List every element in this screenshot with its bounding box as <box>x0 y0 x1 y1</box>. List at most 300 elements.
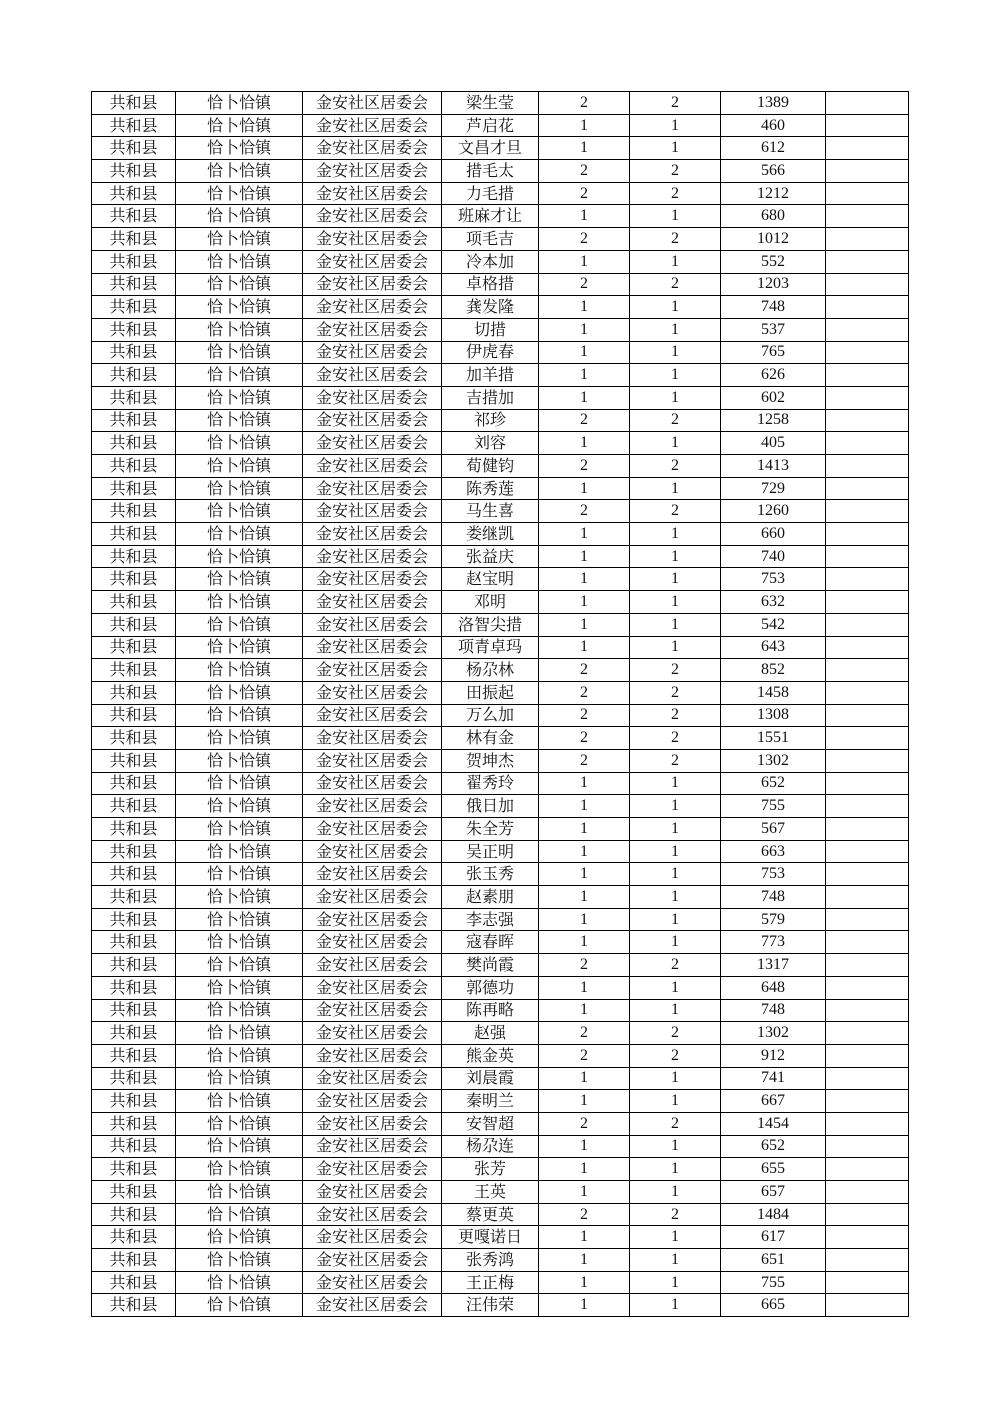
community-cell: 金安社区居委会 <box>303 886 442 909</box>
table-row <box>92 908 909 931</box>
table-row <box>92 455 909 478</box>
town-cell: 恰卜恰镇 <box>176 1249 303 1272</box>
remark-cell <box>826 659 909 682</box>
county-cell: 共和县 <box>92 931 176 954</box>
count-a-cell: 1 <box>539 364 630 387</box>
count-b-cell: 1 <box>630 976 721 999</box>
count-b-cell: 1 <box>630 114 721 137</box>
town-cell: 恰卜恰镇 <box>176 523 303 546</box>
community-cell: 金安社区居委会 <box>303 182 442 205</box>
table-row <box>92 1226 909 1249</box>
town-cell: 恰卜恰镇 <box>176 1294 303 1317</box>
county-cell: 共和县 <box>92 228 176 251</box>
remark-cell <box>826 228 909 251</box>
amount-cell: 660 <box>721 523 826 546</box>
town-cell: 恰卜恰镇 <box>176 931 303 954</box>
count-b-cell: 2 <box>630 954 721 977</box>
remark-cell <box>826 976 909 999</box>
remark-cell <box>826 432 909 455</box>
community-cell: 金安社区居委会 <box>303 455 442 478</box>
county-cell: 共和县 <box>92 1203 176 1226</box>
remark-cell <box>826 1044 909 1067</box>
town-cell: 恰卜恰镇 <box>176 137 303 160</box>
table-row <box>92 182 909 205</box>
amount-cell: 1212 <box>721 182 826 205</box>
amount-cell: 655 <box>721 1158 826 1181</box>
name-cell: 项青卓玛 <box>442 636 539 659</box>
count-a-cell: 1 <box>539 1249 630 1272</box>
community-cell: 金安社区居委会 <box>303 386 442 409</box>
amount-cell: 460 <box>721 114 826 137</box>
table-row <box>92 1203 909 1226</box>
town-cell: 恰卜恰镇 <box>176 477 303 500</box>
table-row <box>92 318 909 341</box>
community-cell: 金安社区居委会 <box>303 341 442 364</box>
community-cell: 金安社区居委会 <box>303 1294 442 1317</box>
name-cell: 赵素朋 <box>442 886 539 909</box>
town-cell: 恰卜恰镇 <box>176 273 303 296</box>
county-cell: 共和县 <box>92 908 176 931</box>
town-cell: 恰卜恰镇 <box>176 1158 303 1181</box>
name-cell: 力毛措 <box>442 182 539 205</box>
remark-cell <box>826 318 909 341</box>
count-b-cell: 1 <box>630 341 721 364</box>
community-cell: 金安社区居委会 <box>303 749 442 772</box>
remark-cell <box>826 863 909 886</box>
count-b-cell: 1 <box>630 908 721 931</box>
amount-cell: 665 <box>721 1294 826 1317</box>
county-cell: 共和县 <box>92 1158 176 1181</box>
community-cell: 金安社区居委会 <box>303 523 442 546</box>
count-b-cell: 2 <box>630 409 721 432</box>
town-cell: 恰卜恰镇 <box>176 908 303 931</box>
table-row <box>92 1067 909 1090</box>
remark-cell <box>826 296 909 319</box>
town-cell: 恰卜恰镇 <box>176 681 303 704</box>
community-cell: 金安社区居委会 <box>303 931 442 954</box>
count-a-cell: 2 <box>539 1203 630 1226</box>
table-row <box>92 591 909 614</box>
remark-cell <box>826 568 909 591</box>
amount-cell: 648 <box>721 976 826 999</box>
count-b-cell: 1 <box>630 1158 721 1181</box>
name-cell: 贺坤杰 <box>442 749 539 772</box>
county-cell: 共和县 <box>92 500 176 523</box>
amount-cell: 912 <box>721 1044 826 1067</box>
count-b-cell: 1 <box>630 999 721 1022</box>
county-cell: 共和县 <box>92 1090 176 1113</box>
table-row <box>92 545 909 568</box>
count-a-cell: 2 <box>539 749 630 772</box>
remark-cell <box>826 931 909 954</box>
community-cell: 金安社区居委会 <box>303 613 442 636</box>
remark-cell <box>826 545 909 568</box>
town-cell: 恰卜恰镇 <box>176 772 303 795</box>
remark-cell <box>826 1294 909 1317</box>
count-b-cell: 1 <box>630 818 721 841</box>
name-cell: 祁珍 <box>442 409 539 432</box>
amount-cell: 755 <box>721 795 826 818</box>
table-row <box>92 568 909 591</box>
amount-cell: 537 <box>721 318 826 341</box>
town-cell: 恰卜恰镇 <box>176 1271 303 1294</box>
count-a-cell: 1 <box>539 613 630 636</box>
count-b-cell: 1 <box>630 886 721 909</box>
amount-cell: 748 <box>721 296 826 319</box>
count-a-cell: 1 <box>539 999 630 1022</box>
table-row <box>92 749 909 772</box>
community-cell: 金安社区居委会 <box>303 976 442 999</box>
name-cell: 陈再略 <box>442 999 539 1022</box>
name-cell: 王正梅 <box>442 1271 539 1294</box>
count-a-cell: 1 <box>539 636 630 659</box>
count-b-cell: 2 <box>630 92 721 115</box>
count-a-cell: 1 <box>539 772 630 795</box>
town-cell: 恰卜恰镇 <box>176 976 303 999</box>
count-b-cell: 2 <box>630 659 721 682</box>
remark-cell <box>826 886 909 909</box>
town-cell: 恰卜恰镇 <box>176 1022 303 1045</box>
table-row <box>92 1294 909 1317</box>
count-b-cell: 1 <box>630 840 721 863</box>
name-cell: 万么加 <box>442 704 539 727</box>
count-b-cell: 1 <box>630 296 721 319</box>
table-row <box>92 681 909 704</box>
name-cell: 刘容 <box>442 432 539 455</box>
table-row <box>92 1090 909 1113</box>
county-cell: 共和县 <box>92 182 176 205</box>
amount-cell: 1551 <box>721 727 826 750</box>
count-a-cell: 1 <box>539 863 630 886</box>
count-a-cell: 2 <box>539 727 630 750</box>
community-cell: 金安社区居委会 <box>303 296 442 319</box>
amount-cell: 755 <box>721 1271 826 1294</box>
count-a-cell: 1 <box>539 114 630 137</box>
county-cell: 共和县 <box>92 613 176 636</box>
name-cell: 陈秀莲 <box>442 477 539 500</box>
name-cell: 汪伟荣 <box>442 1294 539 1317</box>
community-cell: 金安社区居委会 <box>303 704 442 727</box>
remark-cell <box>826 908 909 931</box>
community-cell: 金安社区居委会 <box>303 727 442 750</box>
name-cell: 李志强 <box>442 908 539 931</box>
town-cell: 恰卜恰镇 <box>176 636 303 659</box>
county-cell: 共和县 <box>92 954 176 977</box>
community-cell: 金安社区居委会 <box>303 160 442 183</box>
town-cell: 恰卜恰镇 <box>176 659 303 682</box>
count-a-cell: 1 <box>539 1226 630 1249</box>
county-cell: 共和县 <box>92 114 176 137</box>
amount-cell: 1317 <box>721 954 826 977</box>
remark-cell <box>826 1226 909 1249</box>
county-cell: 共和县 <box>92 749 176 772</box>
table-row <box>92 114 909 137</box>
town-cell: 恰卜恰镇 <box>176 182 303 205</box>
town-cell: 恰卜恰镇 <box>176 795 303 818</box>
community-cell: 金安社区居委会 <box>303 795 442 818</box>
community-cell: 金安社区居委会 <box>303 1271 442 1294</box>
count-a-cell: 2 <box>539 704 630 727</box>
county-cell: 共和县 <box>92 1226 176 1249</box>
amount-cell: 748 <box>721 999 826 1022</box>
name-cell: 项毛吉 <box>442 228 539 251</box>
count-a-cell: 1 <box>539 976 630 999</box>
count-b-cell: 1 <box>630 1226 721 1249</box>
count-a-cell: 1 <box>539 931 630 954</box>
count-a-cell: 1 <box>539 477 630 500</box>
community-cell: 金安社区居委会 <box>303 568 442 591</box>
town-cell: 恰卜恰镇 <box>176 591 303 614</box>
community-cell: 金安社区居委会 <box>303 954 442 977</box>
amount-cell: 729 <box>721 477 826 500</box>
name-cell: 蔡更英 <box>442 1203 539 1226</box>
community-cell: 金安社区居委会 <box>303 1135 442 1158</box>
community-cell: 金安社区居委会 <box>303 1203 442 1226</box>
table-row <box>92 818 909 841</box>
county-cell: 共和县 <box>92 545 176 568</box>
count-a-cell: 1 <box>539 386 630 409</box>
remark-cell <box>826 182 909 205</box>
town-cell: 恰卜恰镇 <box>176 727 303 750</box>
table-row <box>92 954 909 977</box>
community-cell: 金安社区居委会 <box>303 500 442 523</box>
town-cell: 恰卜恰镇 <box>176 205 303 228</box>
county-cell: 共和县 <box>92 432 176 455</box>
town-cell: 恰卜恰镇 <box>176 250 303 273</box>
count-a-cell: 1 <box>539 1067 630 1090</box>
county-cell: 共和县 <box>92 455 176 478</box>
name-cell: 赵强 <box>442 1022 539 1045</box>
count-a-cell: 2 <box>539 228 630 251</box>
county-cell: 共和县 <box>92 591 176 614</box>
remark-cell <box>826 205 909 228</box>
community-cell: 金安社区居委会 <box>303 1022 442 1045</box>
remark-cell <box>826 250 909 273</box>
remark-cell <box>826 999 909 1022</box>
county-cell: 共和县 <box>92 341 176 364</box>
amount-cell: 626 <box>721 364 826 387</box>
remark-cell <box>826 477 909 500</box>
remark-cell <box>826 1271 909 1294</box>
count-b-cell: 2 <box>630 1203 721 1226</box>
table-row <box>92 205 909 228</box>
count-a-cell: 2 <box>539 160 630 183</box>
county-cell: 共和县 <box>92 636 176 659</box>
remark-cell <box>826 591 909 614</box>
table-row <box>92 636 909 659</box>
count-b-cell: 2 <box>630 500 721 523</box>
count-b-cell: 2 <box>630 704 721 727</box>
name-cell: 张秀鸿 <box>442 1249 539 1272</box>
name-cell: 卓格措 <box>442 273 539 296</box>
community-cell: 金安社区居委会 <box>303 1181 442 1204</box>
count-b-cell: 2 <box>630 273 721 296</box>
community-cell: 金安社区居委会 <box>303 908 442 931</box>
community-cell: 金安社区居委会 <box>303 228 442 251</box>
amount-cell: 643 <box>721 636 826 659</box>
community-cell: 金安社区居委会 <box>303 477 442 500</box>
count-b-cell: 1 <box>630 318 721 341</box>
name-cell: 张玉秀 <box>442 863 539 886</box>
town-cell: 恰卜恰镇 <box>176 409 303 432</box>
count-a-cell: 2 <box>539 455 630 478</box>
town-cell: 恰卜恰镇 <box>176 432 303 455</box>
remark-cell <box>826 749 909 772</box>
town-cell: 恰卜恰镇 <box>176 160 303 183</box>
count-b-cell: 1 <box>630 205 721 228</box>
count-a-cell: 1 <box>539 568 630 591</box>
amount-cell: 552 <box>721 250 826 273</box>
table-row <box>92 727 909 750</box>
county-cell: 共和县 <box>92 863 176 886</box>
table-row <box>92 886 909 909</box>
town-cell: 恰卜恰镇 <box>176 749 303 772</box>
table-row <box>92 999 909 1022</box>
table-row <box>92 160 909 183</box>
remark-cell <box>826 92 909 115</box>
community-cell: 金安社区居委会 <box>303 545 442 568</box>
name-cell: 安智超 <box>442 1112 539 1135</box>
count-b-cell: 1 <box>630 863 721 886</box>
count-a-cell: 2 <box>539 273 630 296</box>
name-cell: 切措 <box>442 318 539 341</box>
community-cell: 金安社区居委会 <box>303 636 442 659</box>
amount-cell: 567 <box>721 818 826 841</box>
amount-cell: 773 <box>721 931 826 954</box>
name-cell: 朱全芳 <box>442 818 539 841</box>
county-cell: 共和县 <box>92 296 176 319</box>
table-row <box>92 1044 909 1067</box>
name-cell: 俄日加 <box>442 795 539 818</box>
town-cell: 恰卜恰镇 <box>176 318 303 341</box>
count-b-cell: 2 <box>630 182 721 205</box>
name-cell: 张芳 <box>442 1158 539 1181</box>
count-b-cell: 1 <box>630 364 721 387</box>
remark-cell <box>826 704 909 727</box>
county-cell: 共和县 <box>92 818 176 841</box>
town-cell: 恰卜恰镇 <box>176 1090 303 1113</box>
town-cell: 恰卜恰镇 <box>176 818 303 841</box>
count-b-cell: 1 <box>630 1271 721 1294</box>
town-cell: 恰卜恰镇 <box>176 296 303 319</box>
table-row <box>92 976 909 999</box>
count-a-cell: 2 <box>539 409 630 432</box>
community-cell: 金安社区居委会 <box>303 205 442 228</box>
community-cell: 金安社区居委会 <box>303 92 442 115</box>
remark-cell <box>826 1090 909 1113</box>
amount-cell: 1389 <box>721 92 826 115</box>
town-cell: 恰卜恰镇 <box>176 1226 303 1249</box>
remark-cell <box>826 455 909 478</box>
count-a-cell: 1 <box>539 318 630 341</box>
count-b-cell: 1 <box>630 795 721 818</box>
remark-cell <box>826 160 909 183</box>
county-cell: 共和县 <box>92 999 176 1022</box>
name-cell: 赵宝明 <box>442 568 539 591</box>
county-cell: 共和县 <box>92 1067 176 1090</box>
community-cell: 金安社区居委会 <box>303 318 442 341</box>
table-row <box>92 386 909 409</box>
name-cell: 加羊措 <box>442 364 539 387</box>
table-row <box>92 500 909 523</box>
table-row <box>92 341 909 364</box>
count-b-cell: 1 <box>630 931 721 954</box>
county-cell: 共和县 <box>92 160 176 183</box>
community-cell: 金安社区居委会 <box>303 1090 442 1113</box>
count-a-cell: 1 <box>539 296 630 319</box>
county-cell: 共和县 <box>92 772 176 795</box>
amount-cell: 612 <box>721 137 826 160</box>
remark-cell <box>826 795 909 818</box>
count-b-cell: 1 <box>630 613 721 636</box>
county-cell: 共和县 <box>92 976 176 999</box>
remark-cell <box>826 818 909 841</box>
count-a-cell: 1 <box>539 818 630 841</box>
count-b-cell: 1 <box>630 1181 721 1204</box>
name-cell: 林有金 <box>442 727 539 750</box>
roster-body <box>92 92 909 1317</box>
count-a-cell: 1 <box>539 795 630 818</box>
table-row <box>92 704 909 727</box>
county-cell: 共和县 <box>92 1249 176 1272</box>
remark-cell <box>826 840 909 863</box>
remark-cell <box>826 1022 909 1045</box>
table-row <box>92 432 909 455</box>
community-cell: 金安社区居委会 <box>303 1044 442 1067</box>
town-cell: 恰卜恰镇 <box>176 455 303 478</box>
count-a-cell: 1 <box>539 250 630 273</box>
name-cell: 翟秀玲 <box>442 772 539 795</box>
town-cell: 恰卜恰镇 <box>176 704 303 727</box>
name-cell: 洛智尖措 <box>442 613 539 636</box>
community-cell: 金安社区居委会 <box>303 1226 442 1249</box>
remark-cell <box>826 273 909 296</box>
count-b-cell: 1 <box>630 591 721 614</box>
remark-cell <box>826 1158 909 1181</box>
amount-cell: 1458 <box>721 681 826 704</box>
community-cell: 金安社区居委会 <box>303 659 442 682</box>
table-row <box>92 92 909 115</box>
count-b-cell: 2 <box>630 681 721 704</box>
count-b-cell: 1 <box>630 1090 721 1113</box>
town-cell: 恰卜恰镇 <box>176 341 303 364</box>
count-a-cell: 1 <box>539 341 630 364</box>
table-row <box>92 523 909 546</box>
amount-cell: 748 <box>721 886 826 909</box>
town-cell: 恰卜恰镇 <box>176 500 303 523</box>
count-a-cell: 1 <box>539 591 630 614</box>
remark-cell <box>826 341 909 364</box>
name-cell: 班麻才让 <box>442 205 539 228</box>
table-row <box>92 273 909 296</box>
community-cell: 金安社区居委会 <box>303 1067 442 1090</box>
remark-cell <box>826 1067 909 1090</box>
amount-cell: 1454 <box>721 1112 826 1135</box>
count-a-cell: 2 <box>539 954 630 977</box>
county-cell: 共和县 <box>92 364 176 387</box>
count-a-cell: 2 <box>539 1022 630 1045</box>
table-row <box>92 1158 909 1181</box>
county-cell: 共和县 <box>92 1294 176 1317</box>
count-b-cell: 1 <box>630 432 721 455</box>
county-cell: 共和县 <box>92 386 176 409</box>
count-b-cell: 1 <box>630 477 721 500</box>
count-a-cell: 1 <box>539 205 630 228</box>
town-cell: 恰卜恰镇 <box>176 613 303 636</box>
town-cell: 恰卜恰镇 <box>176 568 303 591</box>
community-cell: 金安社区居委会 <box>303 772 442 795</box>
remark-cell <box>826 386 909 409</box>
